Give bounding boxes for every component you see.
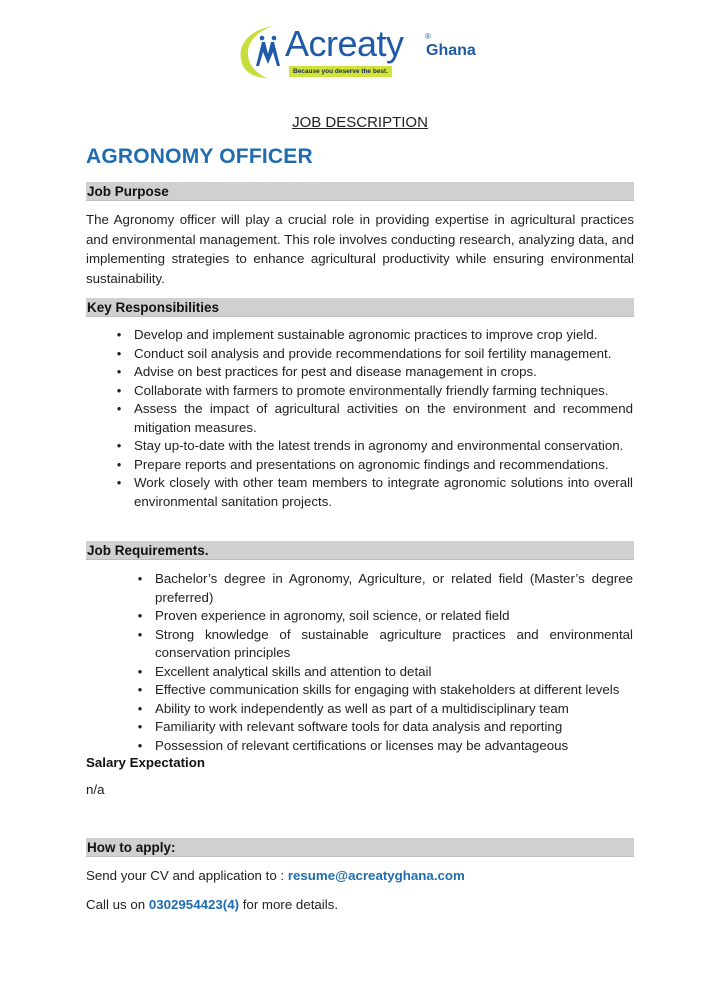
bullet-icon: • <box>116 382 122 398</box>
list-item <box>134 626 633 663</box>
bullet-icon: • <box>116 364 122 379</box>
list-item-text: Advise on best practices for pest and disease management in crops. <box>134 364 537 379</box>
bullet-icon: • <box>137 682 143 697</box>
call-suffix: for more details. <box>239 897 339 912</box>
list-item <box>134 607 633 626</box>
send-cv-line <box>86 868 465 883</box>
section-header-key-responsibilities: Key Responsibilities <box>86 298 634 317</box>
registered-mark: ® <box>425 32 431 41</box>
section-header-how-to-apply: How to apply: <box>86 838 634 857</box>
logo-tagline: Because you deserve the best. <box>289 66 392 77</box>
list-item <box>134 570 633 607</box>
list-item <box>134 718 633 737</box>
list-item-text: Familiarity with relevant software tools for data analysis and reporting <box>155 719 563 734</box>
list-item-text: Develop and implement sustainable agronomic practices to improve crop yield. <box>134 327 598 342</box>
email-link[interactable]: resume@acreatyghana.com <box>287 868 465 883</box>
list-item-text: Conduct soil analysis and provide recommendations for soil fertility management. <box>134 345 612 361</box>
phone-link[interactable]: 0302954423(4) <box>148 897 240 912</box>
list-item-text: Stay up-to-date with the latest trends in agronomy and environmental conservation. <box>134 438 624 453</box>
bullet-icon: • <box>116 438 122 453</box>
logo-brand-text: Acreaty <box>285 23 404 64</box>
list-item <box>113 437 633 456</box>
bullet-icon: • <box>137 737 143 753</box>
list-item-text: Bachelor’s degree in Agronomy, Agriculture, or related field (Master’s degree preferred) <box>155 571 633 605</box>
section-header-job-purpose: Job Purpose <box>86 182 634 201</box>
list-item-text: Prepare reports and presentations on agronomic findings and recommendations. <box>134 456 609 472</box>
job-purpose-text: The Agronomy officer will play a crucial role in providing expertise in agricultural practices and environmental management. This role involves conducting research, analyzing data, and implementing strategies to enhance agricultural productivity while ensuring environmental sustainability. <box>86 212 634 286</box>
list-item-text: Work closely with other team members to integrate agronomic solutions into overall environmental sanitation projects. <box>134 475 633 509</box>
responsibilities-list <box>113 326 633 511</box>
list-item-text: Possession of relevant certifications or licenses may be advantageous <box>155 737 569 753</box>
people-figures-icon <box>251 34 285 68</box>
company-logo <box>233 22 483 80</box>
list-item <box>113 474 633 511</box>
send-cv-prefix: Send your CV and application to : <box>86 868 288 883</box>
list-item-text: Collaborate with farmers to promote environmentally friendly farming techniques. <box>134 382 609 398</box>
list-item <box>113 382 633 401</box>
salary-heading: Salary Expectation <box>86 755 205 770</box>
list-item <box>134 700 633 719</box>
list-item-text: Strong knowledge of sustainable agriculture practices and environmental conservation principles <box>155 626 633 660</box>
bullet-icon: • <box>116 401 122 416</box>
list-item <box>113 363 633 382</box>
bullet-icon: • <box>137 663 143 679</box>
call-prefix: Call us on <box>86 897 149 912</box>
requirements-list <box>134 570 633 755</box>
list-item-text: Effective communication skills for engaging with stakeholders at different levels <box>155 682 620 697</box>
list-item <box>113 326 633 345</box>
call-line <box>86 897 338 912</box>
bullet-icon: • <box>137 608 143 623</box>
list-item <box>134 681 633 700</box>
list-item <box>134 663 633 682</box>
list-item-text: Proven experience in agronomy, soil science, or related field <box>155 608 510 623</box>
bullet-icon: • <box>137 719 143 734</box>
logo-suffix-text: Ghana <box>426 42 476 59</box>
bullet-icon: • <box>137 626 143 642</box>
list-item-text: Assess the impact of agricultural activities on the environment and recommend mitigation measures. <box>134 401 633 435</box>
list-item <box>113 345 633 364</box>
section-header-job-requirements: Job Requirements. <box>86 541 634 560</box>
list-item <box>113 456 633 475</box>
job-title: AGRONOMY OFFICER <box>86 145 313 168</box>
list-item <box>134 737 633 756</box>
salary-value: n/a <box>86 782 105 797</box>
document-heading: JOB DESCRIPTION <box>292 114 428 131</box>
bullet-icon: • <box>116 327 122 342</box>
list-item-text: Excellent analytical skills and attention to detail <box>155 663 432 679</box>
list-item-text: Ability to work independently as well as part of a multidisciplinary team <box>155 700 569 716</box>
bullet-icon: • <box>116 475 122 490</box>
list-item <box>113 400 633 437</box>
bullet-icon: • <box>116 456 122 472</box>
bullet-icon: • <box>116 345 122 361</box>
bullet-icon: • <box>137 700 143 716</box>
bullet-icon: • <box>137 571 143 586</box>
